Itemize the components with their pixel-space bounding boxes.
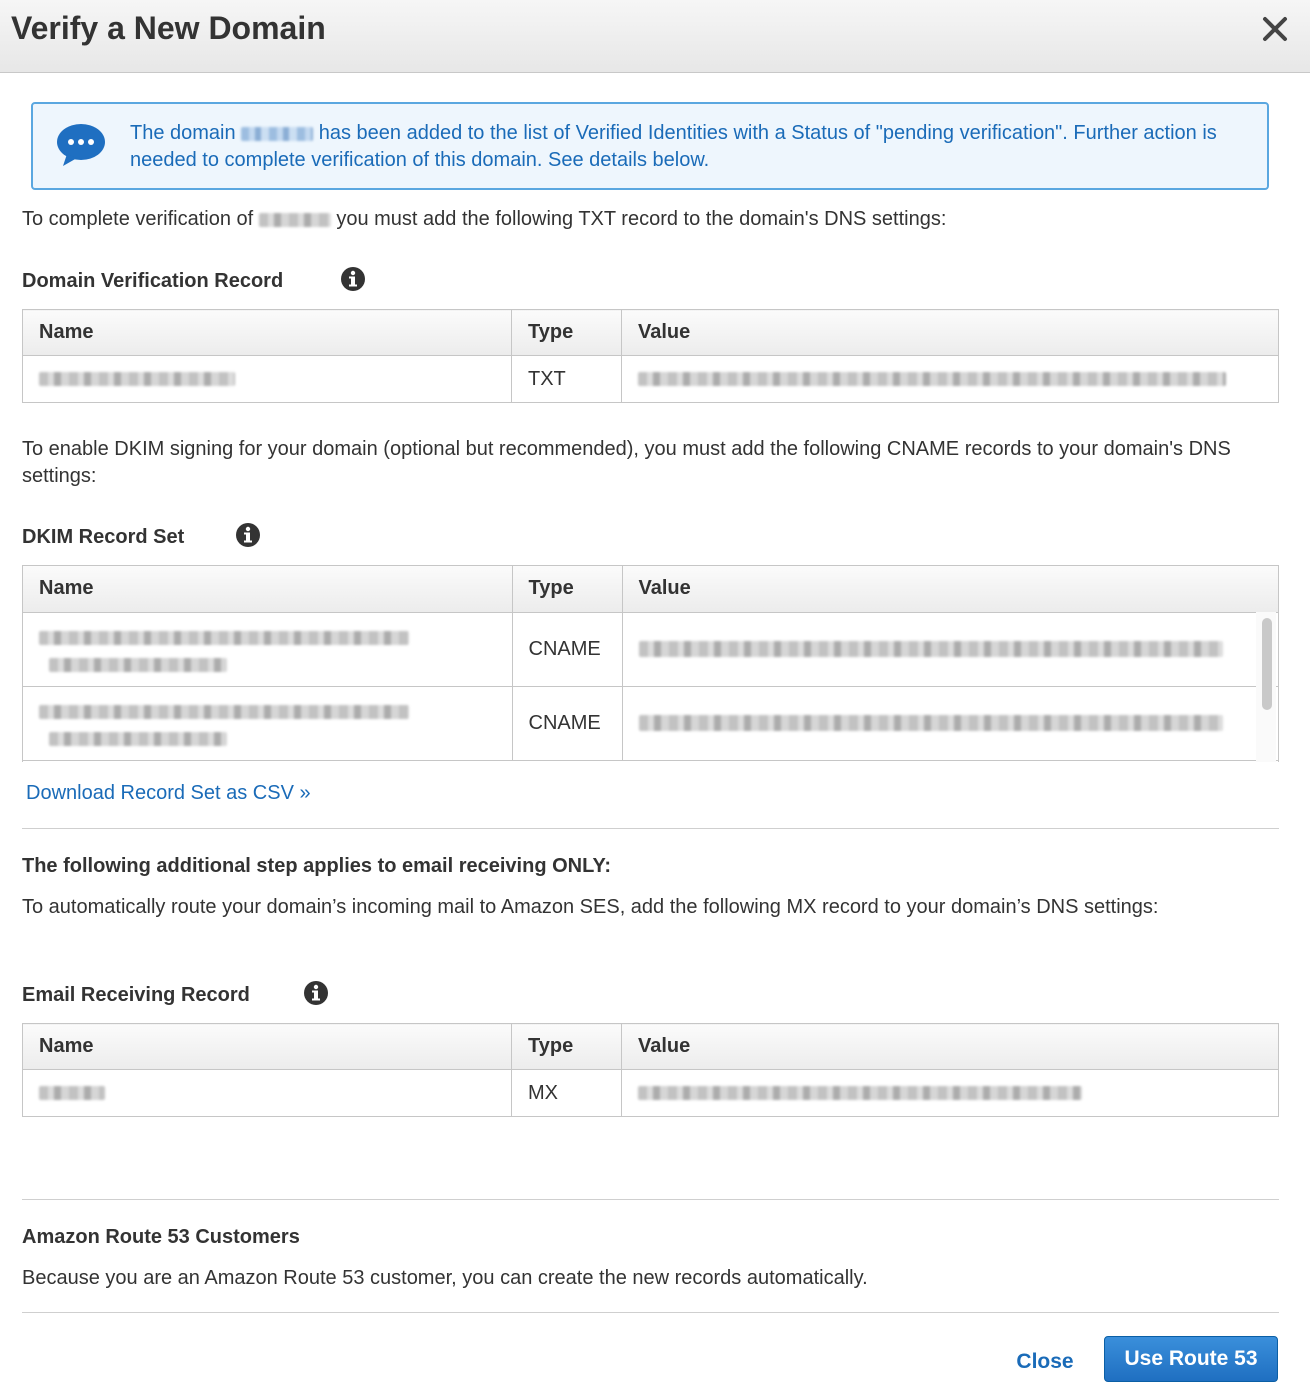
dkim-scrollbar-thumb[interactable]	[1262, 618, 1272, 710]
dkim-table-scroll[interactable]	[22, 565, 1279, 762]
redacted-name	[49, 658, 227, 672]
receiving-record-title: Email Receiving Record	[22, 984, 250, 1006]
record-type: CNAME	[512, 686, 622, 760]
use-route53-button[interactable]: Use Route 53	[1104, 1336, 1278, 1382]
dkim-record-title: DKIM Record Set	[22, 526, 185, 548]
download-csv-link[interactable]: Download Record Set as CSV »	[26, 782, 311, 804]
record-name	[23, 1070, 512, 1117]
verification-record-table	[22, 309, 1279, 403]
receiving-description: To automatically route your domain’s incoming mail to Amazon SES, add the following MX record to your domain’s DNS settings:	[22, 896, 1159, 918]
dkim-intro: To enable DKIM signing for your domain (optional but recommended), you must add the following CNAME records to your domain's DNS settings:	[22, 438, 1231, 487]
column-name: Name	[23, 1024, 512, 1070]
table-header-row	[23, 1024, 1279, 1070]
redacted-value	[639, 641, 1223, 657]
section-divider	[22, 828, 1279, 829]
record-type: MX	[512, 1070, 622, 1117]
info-icon[interactable]	[303, 980, 329, 1006]
column-type: Type	[512, 566, 622, 612]
redacted-value	[638, 1086, 1082, 1100]
column-value: Value	[622, 310, 1279, 356]
column-name: Name	[23, 310, 512, 356]
verification-intro	[22, 206, 1272, 233]
record-name	[23, 686, 512, 760]
column-type: Type	[512, 310, 622, 356]
redacted-domain	[259, 213, 331, 227]
dialog-header	[0, 0, 1310, 73]
table-header-row	[23, 310, 1279, 356]
redacted-value	[638, 372, 1226, 386]
column-value: Value	[622, 566, 1279, 612]
record-value	[622, 356, 1279, 403]
redacted-name	[39, 372, 235, 386]
receiving-record-table	[22, 1023, 1279, 1117]
intro-text-after: you must add the following TXT record to the domain's DNS settings:	[330, 208, 947, 230]
route53-title: Amazon Route 53 Customers	[22, 1226, 300, 1248]
record-type: CNAME	[512, 612, 622, 686]
close-button[interactable]: Close	[1016, 1350, 1074, 1373]
table-row	[23, 1070, 1279, 1117]
redacted-name	[39, 705, 409, 719]
record-value	[622, 686, 1279, 760]
redacted-name	[39, 1086, 105, 1100]
verification-record-title: Domain Verification Record	[22, 270, 284, 292]
table-row	[23, 356, 1279, 403]
record-value	[622, 1070, 1279, 1117]
alert-text-after: has been added to the list of Verified Identities with a Status of "pending verification". Further action is needed to complete verification of this domain. See details below.	[130, 122, 1217, 171]
close-icon[interactable]	[1258, 12, 1292, 46]
table-header-row	[23, 566, 1279, 612]
column-value: Value	[622, 1024, 1279, 1070]
redacted-value	[639, 715, 1223, 731]
info-icon[interactable]	[235, 522, 261, 548]
info-alert	[31, 102, 1269, 190]
record-value	[622, 612, 1279, 686]
footer-divider	[22, 1312, 1279, 1313]
intro-text-before: To complete verification of	[22, 208, 259, 230]
info-icon[interactable]	[340, 266, 366, 292]
section-divider	[22, 1199, 1279, 1200]
table-row	[23, 686, 1279, 760]
redacted-domain	[241, 127, 313, 141]
receiving-heading: The following additional step applies to email receiving ONLY:	[22, 855, 611, 877]
redacted-name	[49, 732, 227, 746]
record-type: TXT	[512, 356, 622, 403]
chat-bubble-icon	[55, 122, 107, 168]
column-name: Name	[23, 566, 512, 612]
dialog-title: Verify a New Domain	[11, 10, 326, 46]
column-type: Type	[512, 1024, 622, 1070]
redacted-name	[39, 631, 409, 645]
record-name	[23, 612, 512, 686]
route53-description: Because you are an Amazon Route 53 customer, you can create the new records automatically.	[22, 1267, 868, 1289]
record-name	[23, 356, 512, 403]
alert-message	[130, 120, 1250, 174]
table-row	[23, 612, 1279, 686]
alert-text-before: The domain	[130, 122, 242, 144]
dkim-record-table	[23, 566, 1279, 761]
